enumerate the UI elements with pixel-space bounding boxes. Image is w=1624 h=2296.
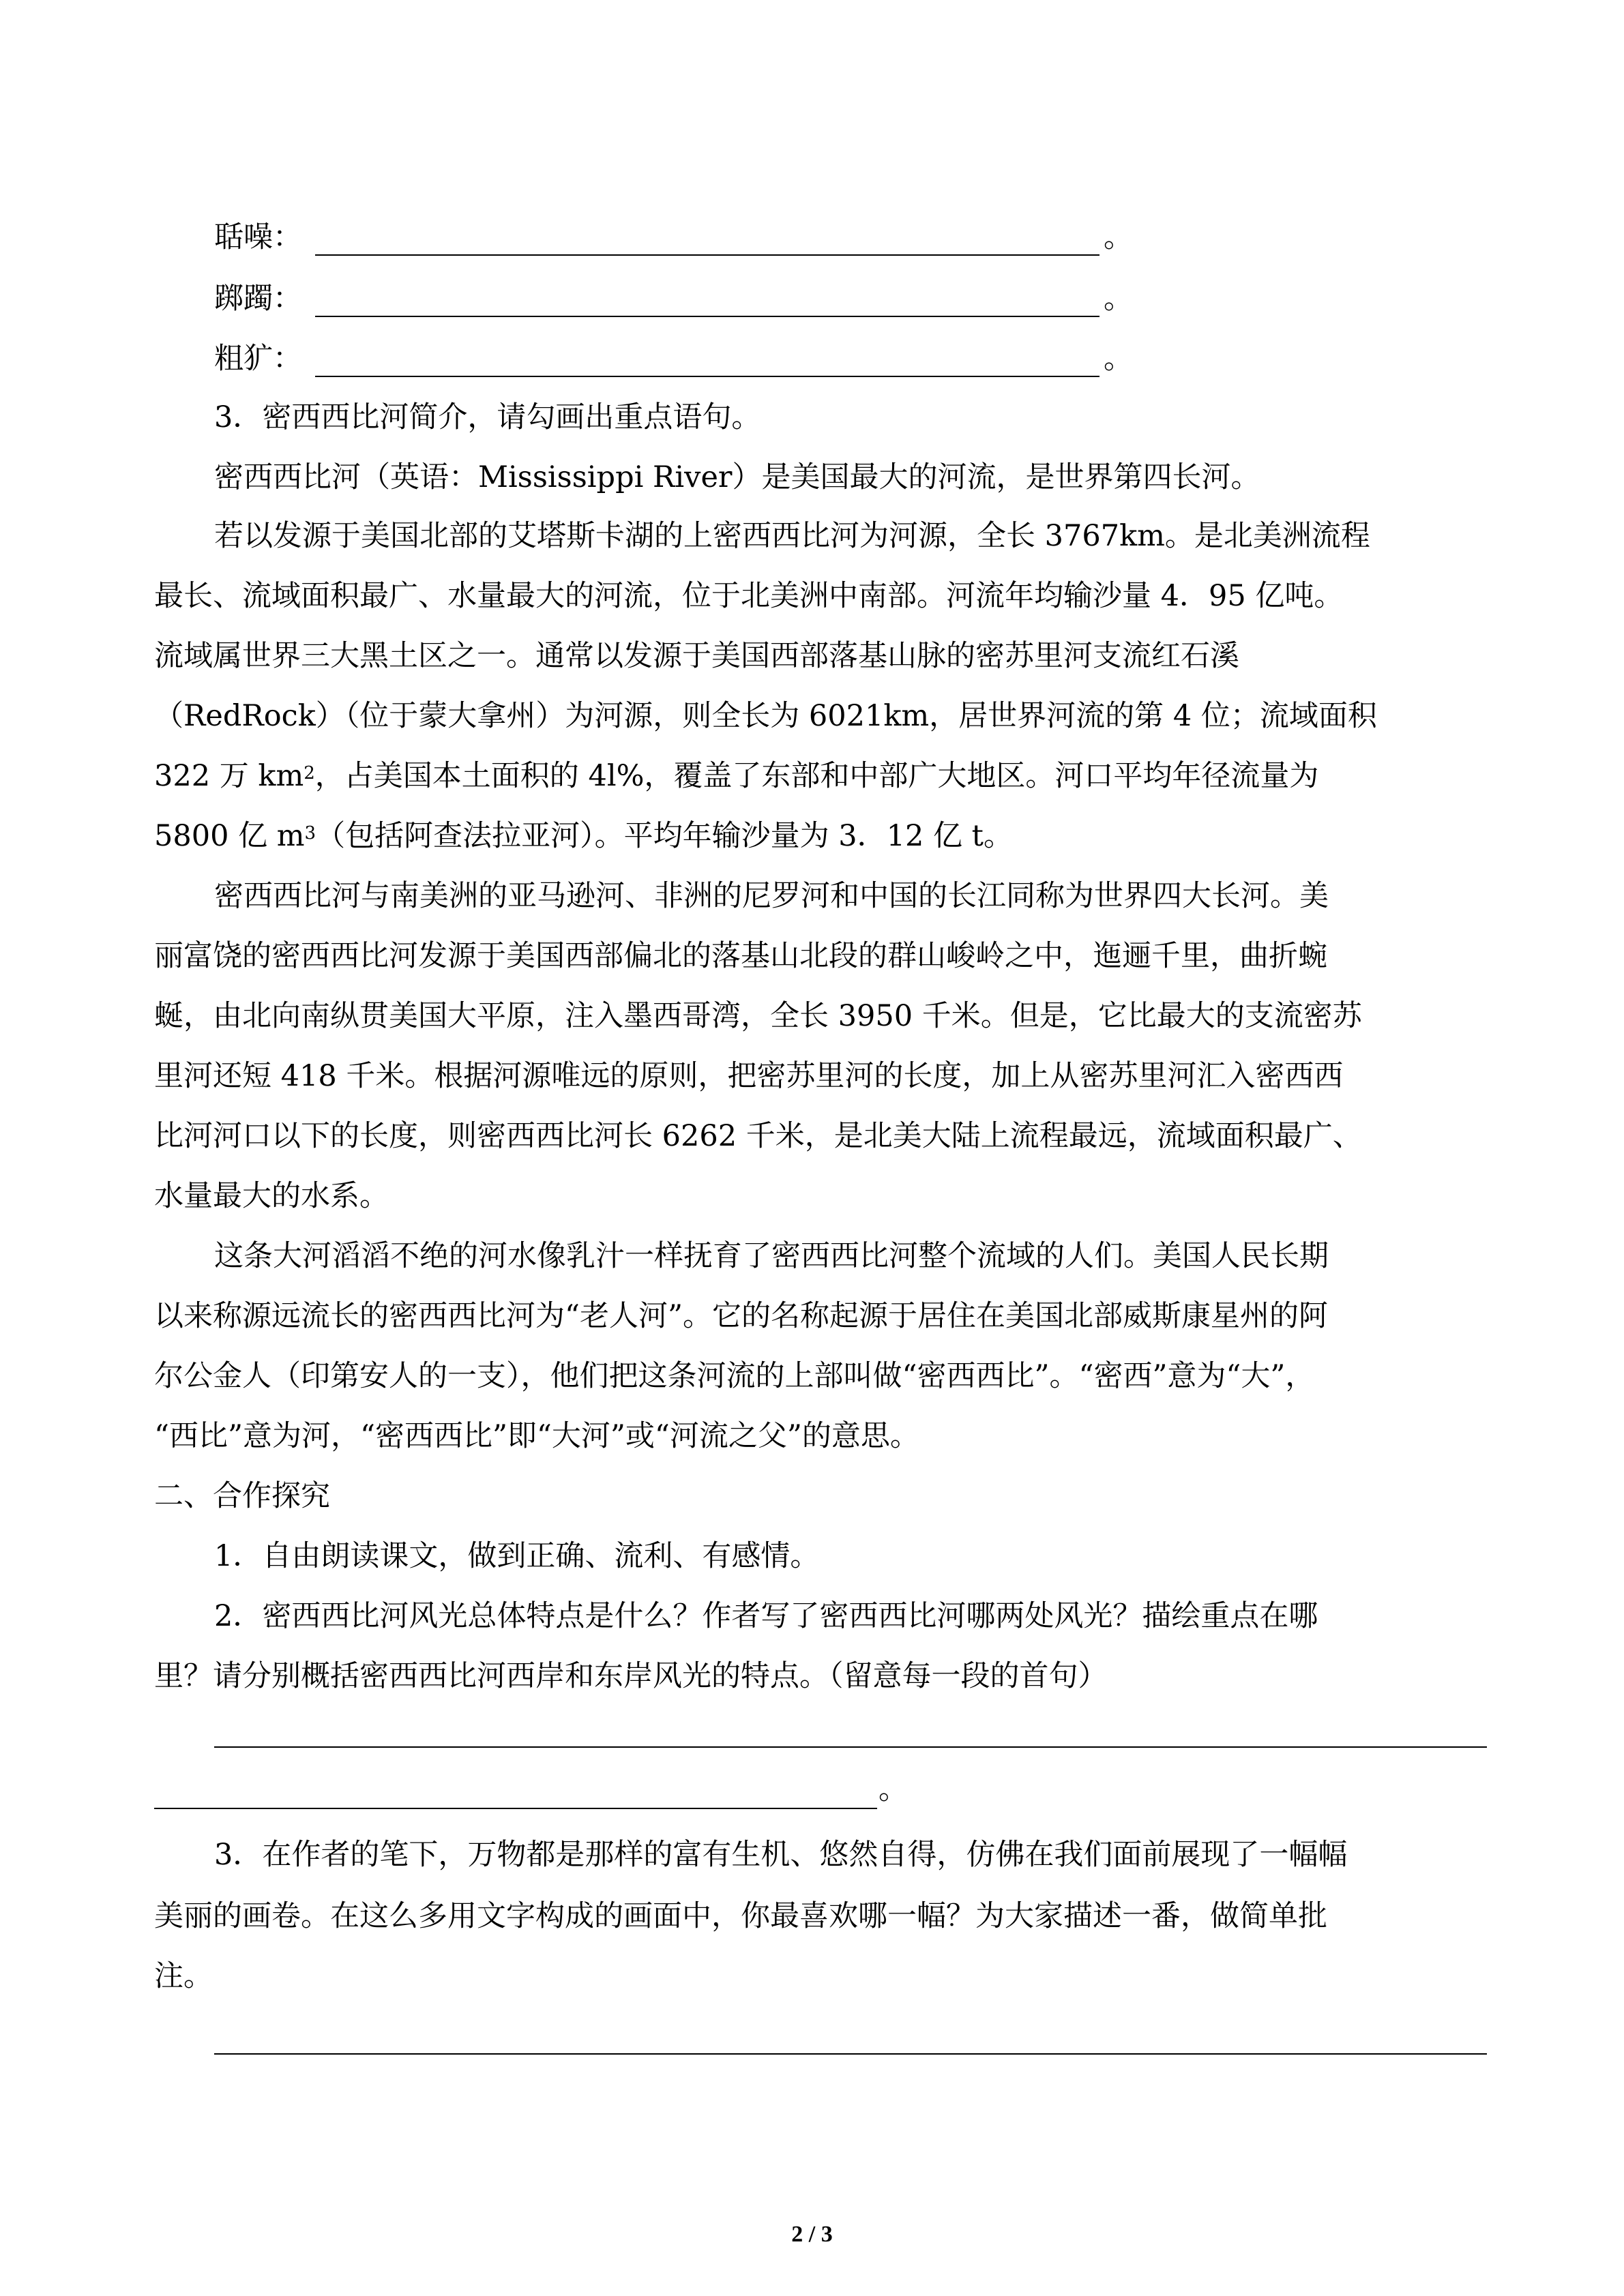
paragraph-4-line-1: 这条大河滔滔不绝的河水像乳汁一样抚育了密西西比河整个流域的人们。美国人民长期 bbox=[214, 1239, 1329, 1273]
vocab-answer-line-3[interactable] bbox=[315, 375, 1099, 377]
paragraph-2-line-6 bbox=[154, 816, 1013, 856]
vocab-end-2: 。 bbox=[1104, 282, 1133, 316]
vocab-answer-line-2[interactable] bbox=[315, 315, 1099, 317]
paragraph-2-line-4: （RedRock）（位于蒙大拿州）为河源，则全长为 6021km，居世界河流的第 4 位；流域面积 bbox=[154, 699, 1377, 733]
paragraph-3-line-4: 里河还短 418 千米。根据河源唯远的原则，把密苏里河的长度，加上从密苏里河汇入密西西 bbox=[154, 1059, 1344, 1093]
question-3-intro: 3．密西西比河简介，请勾画出重点语句。 bbox=[214, 400, 761, 434]
section-2-question-3-line-3: 注。 bbox=[154, 1959, 213, 1993]
vocab-answer-line-1[interactable] bbox=[315, 254, 1099, 256]
section-2-question-3-line-2: 美丽的画卷。在这么多用文字构成的画面中，你最喜欢哪一幅？为大家描述一番，做简单批 bbox=[154, 1899, 1327, 1933]
paragraph-1: 密西西比河（英语：Mississippi River）是美国最大的河流，是世界第四长河。 bbox=[214, 460, 1260, 494]
paragraph-4-line-4: “西比”意为河，“密西西比”即“大河”或“河流之父”的意思。 bbox=[154, 1419, 919, 1453]
answer-line-q3-1[interactable] bbox=[214, 2053, 1487, 2055]
flow-superscript: 3 bbox=[304, 823, 316, 844]
paragraph-2-line-2: 最长、流域面积最广、水量最大的河流，位于北美洲中南部。河流年均输沙量 4．95 亿吨。 bbox=[154, 579, 1344, 613]
area-superscript: 2 bbox=[304, 763, 315, 784]
paragraph-3-line-3: 蜒，由北向南纵贯美国大平原，注入墨西哥湾，全长 3950 千米。但是，它比最大的支流密苏 bbox=[154, 999, 1362, 1033]
section-2-heading: 二、合作探究 bbox=[154, 1479, 330, 1513]
vocab-end-1: 。 bbox=[1104, 220, 1133, 254]
page-number: 2 / 3 bbox=[791, 2222, 833, 2247]
paragraph-2-line-1: 若以发源于美国北部的艾塔斯卡湖的上密西西比河为河源，全长 3767km。是北美洲流程 bbox=[214, 519, 1370, 553]
area-value: 322 万 km bbox=[154, 759, 304, 793]
flow-value: 5800 亿 m bbox=[154, 819, 305, 853]
section-2-question-3-line-1: 3．在作者的笔下，万物都是那样的富有生机、悠然自得，仿佛在我们面前展现了一幅幅 bbox=[214, 1838, 1348, 1872]
answer-line-q2-1[interactable] bbox=[214, 1746, 1487, 1748]
vocab-word-3: 粗犷： bbox=[214, 342, 302, 376]
paragraph-2-line-6-rest: （包括阿查法拉亚河）。平均年输沙量为 3．12 亿 t。 bbox=[316, 819, 1013, 853]
answer-end-q2: 。 bbox=[879, 1772, 908, 1806]
paragraph-2-line-5 bbox=[154, 756, 1318, 796]
paragraph-3-line-2: 丽富饶的密西西比河发源于美国西部偏北的落基山北段的群山峻岭之中，迤逦千里，曲折蜿 bbox=[154, 939, 1327, 973]
paragraph-3-line-5: 比河河口以下的长度，则密西西比河长 6262 千米，是北美大陆上流程最远，流域面积最广、 bbox=[154, 1119, 1362, 1153]
paragraph-3-line-1: 密西西比河与南美洲的亚马逊河、非洲的尼罗河和中国的长江同称为世界四大长河。美 bbox=[214, 879, 1329, 913]
paragraph-3-line-6: 水量最大的水系。 bbox=[154, 1179, 389, 1213]
paragraph-2-line-5-rest: ，占美国本土面积的 4l%，覆盖了东部和中部广大地区。河口平均年径流量为 bbox=[314, 759, 1319, 793]
section-2-question-2-line-1: 2．密西西比河风光总体特点是什么？作者写了密西西比河哪两处风光？描绘重点在哪 bbox=[214, 1599, 1318, 1633]
paragraph-4-line-3: 尔公金人（印第安人的一支），他们把这条河流的上部叫做“密西西比”。“密西”意为“大”， bbox=[154, 1359, 1315, 1393]
vocab-word-2: 踯躅： bbox=[214, 282, 302, 316]
section-2-question-1: 1．自由朗读课文，做到正确、流利、有感情。 bbox=[214, 1539, 820, 1573]
section-2-question-2-line-2: 里？请分别概括密西西比河西岸和东岸风光的特点。（留意每一段的首句） bbox=[154, 1659, 1108, 1693]
vocab-word-1: 聒噪： bbox=[214, 220, 302, 254]
answer-line-q2-2[interactable] bbox=[154, 1807, 877, 1809]
paragraph-2-line-3: 流域属世界三大黑土区之一。通常以发源于美国西部落基山脉的密苏里河支流红石溪 bbox=[154, 639, 1239, 673]
paragraph-4-line-2: 以来称源远流长的密西西比河为“老人河”。它的名称起源于居住在美国北部威斯康星州的阿 bbox=[154, 1299, 1328, 1333]
vocab-end-3: 。 bbox=[1104, 342, 1133, 376]
